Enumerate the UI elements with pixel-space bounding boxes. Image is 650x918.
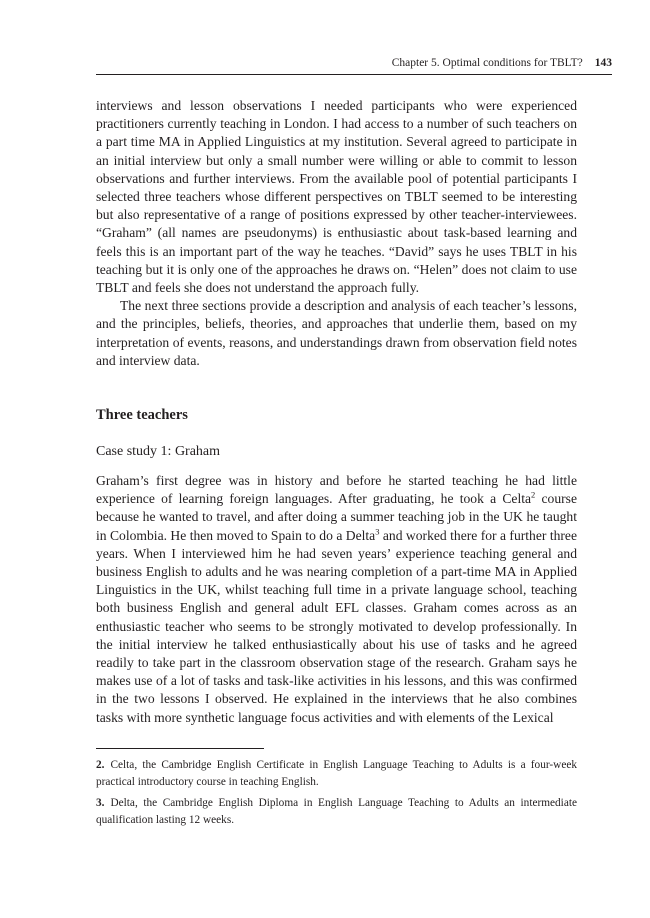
page-number: 143 [594,57,612,69]
case-study-text [96,472,577,727]
footnote-text: Celta, the Cambridge English Certificate in English Language Teaching to Adults is a four-week practical introductory course in teaching English. [96,759,577,788]
text-run: Graham’s first degree was in history and before he started teaching he had little experience of learning foreign languages. After graduating, he took a Celta [96,473,577,507]
intro-text [96,97,577,370]
footnote [96,795,577,828]
running-head [96,54,612,75]
footnote [96,757,577,790]
text-run: and worked there for a further three years. When I interviewed him he had seven years’ experience teaching general and business English to adults and he was nearing completion of a part-time MA in Applied Linguistics in the UK, whilst teaching full time in a private language school, teaching both business English and general adult EFL classes. Graham comes across as an enthusiastic teacher who seems to be strongly motivated to develop professionally. In the initial interview he talked enthusiastically about his use of tasks and he agreed readily to take part in the classroom observation stage of the research. Graham says he makes use of a lot of tasks and task-like activities in his lessons, and this was confirmed in the two lessons I observed. He explained in the interviews that he also combines tasks with more synthetic language focus activities and with elements of the Lexical [96,527,577,725]
footnote-number: 2. [96,759,105,771]
footnote-divider [96,748,264,749]
paragraph: interviews and lesson observations I needed participants who were experienced practitioners currently teaching in London. I had access to a number of such teachers on a part time MA in Applied Linguistics at my institution. Several agreed to participate in an initial interview but only a small number were willing or able to commit to lesson observations and further interviews. From the available pool of potential participants I selected three teachers whose different perspectives on TBLT seemed to be interesting but also representative of a range of positions expressed by other teacher-interviewees. “Graham” (all names are pseudonyms) is enthusiastic about task-based learning and feels this is an important part of the way he teaches. “David” says he uses TBLT in his teaching but it is only one of the approaches he draws on. “Helen” does not claim to use TBLT and feels she does not understand the approach fully. [96,98,577,296]
paragraph: The next three sections provide a description and analysis of each teacher’s lessons, and the principles, beliefs, theories, and approaches that underlie them, based on my interpretation of events, reasons, and understandings drawn from observation field notes and interview data. [96,298,577,368]
footnote-text: Delta, the Cambridge English Diploma in English Language Teaching to Adults an intermediate qualification lasting 12 weeks. [96,797,577,826]
footnotes [96,757,577,833]
footnote-number: 3. [96,797,105,809]
section-heading: Three teachers [96,407,188,423]
footnote-ref-2[interactable]: 2 [531,489,536,500]
paragraph [96,472,577,727]
text-run: course because he wanted to travel, and after doing a summer teaching job in the UK he taught in Colombia. He then moved to Spain to do a Delta [96,491,577,543]
chapter-title: Chapter 5. Optimal conditions for TBLT? [391,57,583,69]
footnote-ref-3[interactable]: 3 [375,526,380,537]
subsection-heading: Case study 1: Graham [96,444,221,459]
